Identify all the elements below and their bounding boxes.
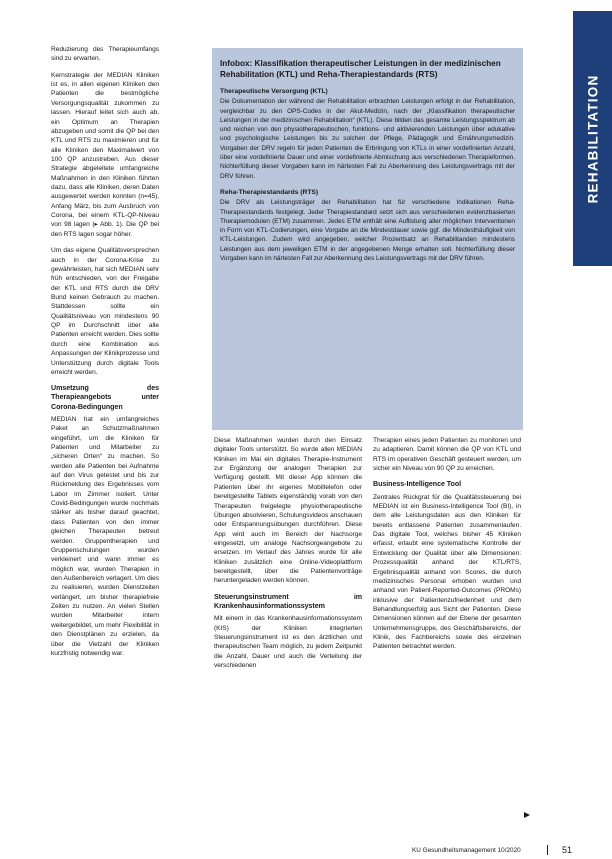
infobox-subheading: Therapeutische Versorgung (KTL) [220,87,328,95]
left-column [51,45,159,665]
infobox-subheading: Reha-Therapiestandards (RTS) [220,188,319,196]
infobox [212,48,523,430]
paragraph: Kernstrategie der MEDIAN Kliniken ist es, in allen eigenen Kliniken den Patienten die bestmögliche Versorgungsqualität zukommen zu lassen. Hierauf leitet sich auch ab, ein Optimum an Therapien abzugeben und somit die QP bei den KTL und RTS zu maximieren und für alle Kliniken den Maximalwert von 100 QP anzustreben. Aus dieser Strategie abgeleitete umfangreiche Maßnahmen in den Kliniken führten dazu, dass alle Kliniken, deren Daten ausgewertet werden konnten (n=45), Anfang März, bis zum Ausbruch von Corona, bei einem KTL-QP-Niveau von 98 lagen (▸ Abb. 1). Die QP bei den RTS lagen sogar höher. [51,71,159,238]
section-heading: Business-Intelligence Tool [373,480,462,489]
footer-divider [547,845,548,855]
right-column [373,436,521,659]
paragraph: MEDIAN hat ein umfangreiches Paket an Schutzmaßnahmen eingeführt, um die Kliniken für Patienten und Mitarbeiter zu „sicheren Orten“ zu machen. So werden alle Patienten bei Aufnahme auf den Virus getestet und bis zur Rückmeldung des Ergebnisses vom Labor im Zimmer isoliert. Unter Covid-Bedingungen wurde nochmals stärker als bisher darauf geachtet, dass Patienten von den immer gleichen Therapeuten betreut werden. Gruppentherapien und Gruppenschulungen wurden verkleinert und wann immer es möglich war, wurden Therapien in den Außenbereich verlagert. Um dies zu realisieren, wurden Dienstzeiten verlängert, um bisher therapiefreie Zeiten zu nutzen. An vielen Stellen wurden Mitarbeiter intern weitergebildet, um mehr Flexibilität in den Dienstplänen zu erzielen, da über die Vielzahl der Kliniken kurzfristig notwendig war. [51,415,159,657]
continue-arrow-icon [524,812,530,818]
paragraph: Mit einem in das Krankenhausinformationssystem (KIS) der Kliniken integrierten Steuerungsinstrument ist es den ärztlichen und therapeutischen Team möglich, zu jedem Zeitpunkt die Anzahl, Dauer und auch die Verteilung der verschiedenen [214,615,362,669]
paragraph: Therapien eines jeden Patienten zu monitoren und zu adaptieren. Damit können die QP von KTL und RTS im operativen Geschäft gesteuert werden, um sicher ein Niveau von 90 QP zu erreichen. [373,437,521,473]
page-number: 51 [562,845,573,855]
section-heading: Umsetzung des Therapieangebots unter Corona-Bedingungen [51,384,159,411]
section-tab [573,11,612,266]
infobox-paragraph: Die DRV als Leistungsträger der Rehabilitation hat für verschiedene Indikationen Reha-Therapiestandards festgelegt. Jeder Therapiestandard setzt sich aus verschiedenen evidenzbasierten Therapiemodulen (ETM) zusammen. Jedes ETM enthält eine Auflistung aller möglichen Interventionen in Form von KTL-Codierungen, eine Vorgabe an die Mindestdauer sowie ggf. die Mindesthäufigkeit von KTL-Leistungen. Zudem wird angegeben, welcher Prozentsatz an Rehabilitanden mindestens Leistungen aus dem jeweiligen ETM in der angegebenen Menge erhalten soll. Nichterfüllung dieser Vorgaben kann im härtesten Fall zur Aberkennung des Leistungsvertrags mit der DRV führen. [220,199,515,262]
paragraph: Reduzierung des Therapieumfangs sind zu erwarten. [51,46,159,63]
section-tab-label: REHABILITATION [585,74,600,203]
paragraph: Zentrales Rückgrat für die Qualitätssteuerung bei MEDIAN ist ein Business-Intelligence Tool (BI), in dem alle Leistungsdaten aus den Kliniken für bereits entlassene Patienten zusammenlaufen. Das digitale Tool, welches bisher 45 Kliniken erfasst, erlaubt eine systematische Kontrolle der Entwicklung der Qualität über alle Dimensionen: Prozessqualität anhand der KTL/RTS, Ergebnisqualität anhand von Scores, die durch medizinisches Personal erhoben wurden und anhand von Patient-Reported-Outcomes (PROMs) inklusive der Patientenzufriedenheit und dem Behandlungserfolg aus Sicht der Patienten. Diese Dimensionen können auf der Ebene der gesamten Unternehmensgruppe, des Geschäftsbereichs, der Klinik, des Fachbereichs sowie des einzelnen Patienten betrachtet werden. [373,493,521,651]
paragraph: Um das eigene Qualitätsversprechen auch in der Corona-Krise zu gewährleisten, hat sich MEDIAN sehr früh entschieden, von der Freigabe der KTL und RTS durch die DRV Bund keinen Gebrauch zu machen. Stattdessen sollte ein Qualitätsniveau von mindestens 90 QP im Durchschnitt über alle Patienten erreicht werden. Dies sollte durch eine Kombination aus Anpassungen der Klinikprozesse und Unterstützung durch digitale Tools erreicht werden. [51,247,159,376]
footer-source: KU Gesundheitsmanagement 10/2020 [412,847,521,854]
section-heading: Steuerungsinstrument im Krankenhausinformationssystem [214,592,362,610]
infobox-title: Infobox: Klassifikation therapeutischer Leistungen in der medizinischen Rehabilitation (KTL) und Reha-Therapiestandards (RTS) [220,59,501,80]
infobox-paragraph: Die Dokumentation der während der Rehabilitation erbrachten Leistungen erfolgt in der Rehabilitation, vergleichbar zu den OPS-Codes in der Akut-Medizin, nach der „Klassifikation therapeutischer Leistungen in der medizinischen Rehabilitation“ (KTL). Diese bilden das gesamte Leistungsspektrum ab und reichen von den physiotherapeutischen, funktions- und aktivierenden Leistungen über edukative und psychologische Leistungen bis zu solchen der Pflege, Pädagogik und Ernährungsmedizin. Vorgaben der DRV regeln für jeden Patienten die Erbringung von KTLs in einer vordefinierten Anzahl, über eine vordefinierte Dauer und einer vordefinierte Abmischung aus verschiedenen Therapieformen. Nichterfüllung dieser Vorgaben kann im härtesten Fall zu Aberkennung des Leistungsvertrags mit der DRV führen. [220,98,515,180]
paragraph: Diese Maßnahmen wurden durch den Einsatz digitaler Tools unterstützt. So wurde allen MEDIAN Kliniken im Mai ein digitales Therapie-Instrument zur Ergänzung der analogen Therapien zur Verfügung gestellt. Mit dieser App können die Patienten über ihr eigenes Mobiltelefon oder bereitgestellte Tablets eigenständig vorab von den Therapeuten freigelegte physiotherapeutische Übungen absolvieren, Schulungsvideos anschauen oder Entspannungsübungen durchführen. Diese App wird auch im Bereich der Nachsorge eingesetzt, um analoge Nachsorgeangebote zu ersetzen. Im Verlauf des Jahres wurde für alle Kliniken zusätzlich eine Online-Videoplattform bereitgestellt, über die Patientenvorträge heruntergeladen werden können. [214,437,362,585]
middle-column [214,436,362,677]
